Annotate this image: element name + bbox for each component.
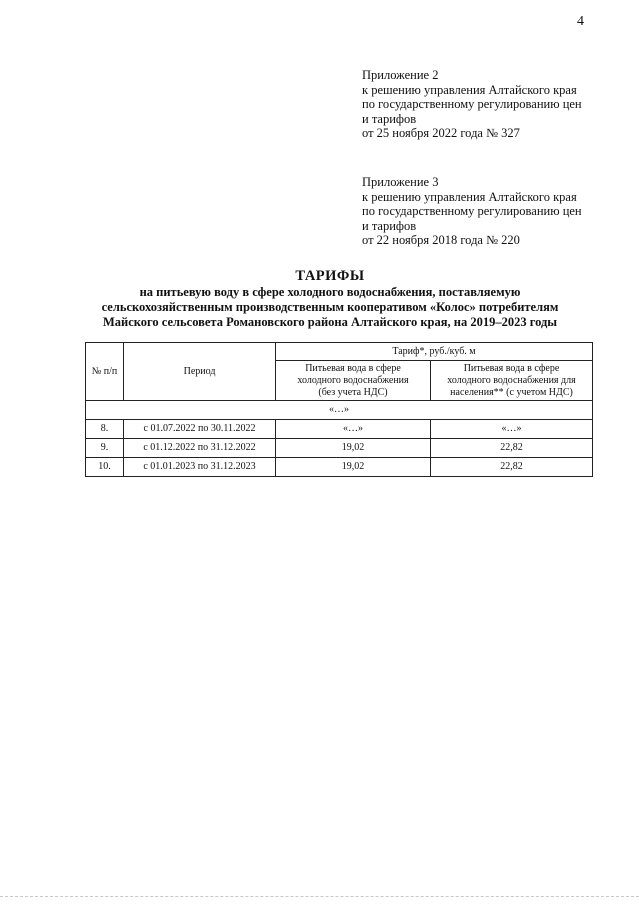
appendix-3-line: по государственному регулированию цен bbox=[362, 204, 582, 218]
cell-tariff-a: 19,02 bbox=[276, 458, 431, 477]
table-row bbox=[86, 439, 593, 458]
appendix-2-line: к решению управления Алтайского края bbox=[362, 82, 577, 97]
document-subtitle-line: на питьевую воду в сфере холодного водоснабжения, поставляемую bbox=[139, 285, 521, 299]
header-col-a-line: Питьевая вода в сфере bbox=[305, 362, 401, 374]
header-tariff: Тариф*, руб./куб. м bbox=[276, 343, 593, 361]
appendix-2-line: Приложение 2 bbox=[362, 68, 439, 82]
appendix-2-line: и тарифов bbox=[362, 111, 417, 126]
scan-edge-divider bbox=[0, 896, 639, 897]
appendix-2-line: по государственному регулированию цен bbox=[362, 97, 582, 111]
cell-period: с 01.01.2023 по 31.12.2023 bbox=[124, 458, 276, 477]
cell-tariff-a: «…» bbox=[276, 420, 431, 439]
document-title-block bbox=[60, 268, 600, 330]
cell-num: 8. bbox=[86, 420, 124, 439]
header-col-a-line: (без учета НДС) bbox=[318, 386, 388, 398]
appendix-3-line: от 22 ноября 2018 года № 220 bbox=[362, 233, 520, 247]
header-col-b-line: холодного водоснабжения для bbox=[447, 374, 576, 386]
document-subtitle-line: сельскохозяйственным производственным кооперативом «Колос» потребителям bbox=[101, 300, 559, 314]
document-subtitle-line: Майского сельсовета Романовского района Алтайского края, на 2019–2023 годы bbox=[102, 315, 558, 329]
table-row bbox=[86, 458, 593, 477]
table-row bbox=[86, 420, 593, 439]
cell-period: с 01.07.2022 по 30.11.2022 bbox=[124, 420, 276, 439]
ellipsis-cell: «…» bbox=[86, 401, 593, 420]
cell-num: 9. bbox=[86, 439, 124, 458]
header-num: № п/п bbox=[86, 343, 124, 401]
header-period: Период bbox=[124, 343, 276, 401]
tariffs-table bbox=[85, 342, 593, 477]
appendix-3-header bbox=[362, 175, 582, 248]
appendix-3-line: и тарифов bbox=[362, 218, 417, 233]
table-row-ellipsis bbox=[86, 401, 593, 420]
cell-tariff-a: 19,02 bbox=[276, 439, 431, 458]
header-col-a-line: холодного водоснабжения bbox=[297, 374, 409, 386]
appendix-2-line: от 25 ноября 2022 года № 327 bbox=[362, 126, 520, 140]
header-col-b-line: Питьевая вода в сфере bbox=[463, 362, 560, 374]
appendix-3-line: Приложение 3 bbox=[362, 175, 439, 189]
page-number: 4 bbox=[577, 14, 584, 29]
cell-period: с 01.12.2022 по 31.12.2022 bbox=[124, 439, 276, 458]
header-col-a bbox=[276, 361, 431, 401]
appendix-2-header bbox=[362, 68, 582, 141]
cell-tariff-b: «…» bbox=[431, 420, 593, 439]
header-col-b bbox=[431, 361, 593, 401]
cell-num: 10. bbox=[86, 458, 124, 477]
appendix-3-line: к решению управления Алтайского края bbox=[362, 189, 577, 204]
cell-tariff-b: 22,82 bbox=[431, 458, 593, 477]
document-title: ТАРИФЫ bbox=[295, 268, 365, 284]
cell-tariff-b: 22,82 bbox=[431, 439, 593, 458]
header-col-b-line: населения** (с учетом НДС) bbox=[450, 386, 573, 398]
